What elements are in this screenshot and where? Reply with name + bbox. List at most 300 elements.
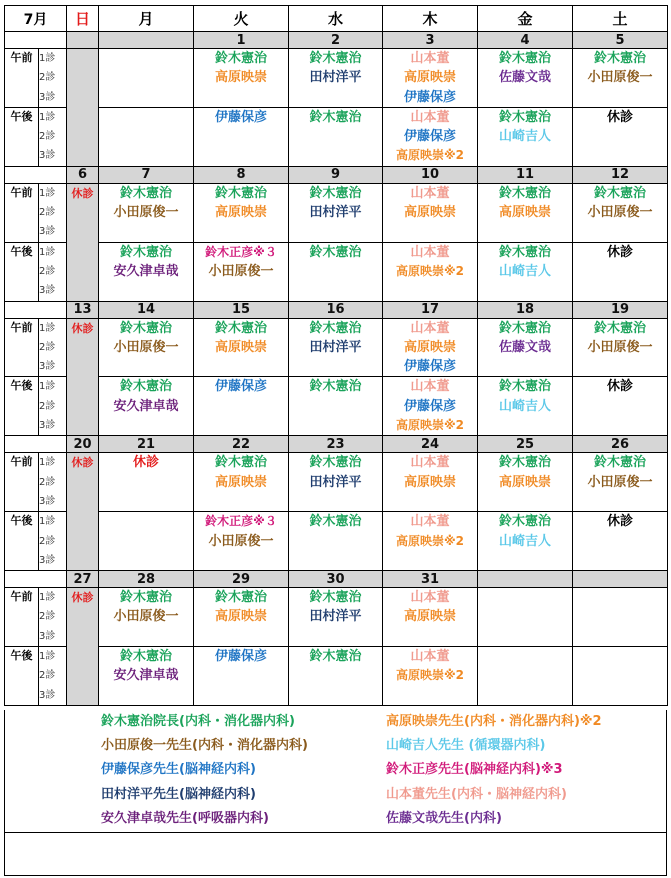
date-cell: 12 <box>573 166 668 183</box>
doctor-cell <box>478 647 573 706</box>
date-cell: 10 <box>383 166 478 183</box>
doctor-cell <box>573 588 668 647</box>
doctor-cell <box>289 107 383 166</box>
doctor-cell <box>99 512 194 571</box>
slot-label: 1診 <box>39 322 56 334</box>
date-cell: 26 <box>573 436 668 453</box>
doctor-name: 鈴木憲治 <box>309 649 362 665</box>
doctor-name: 鈴木憲治 <box>498 320 551 336</box>
doctor-cell <box>194 49 289 108</box>
doctor-name: 安久津卓哉 <box>113 668 179 684</box>
slot-label: 1診 <box>39 53 56 64</box>
pm-row <box>5 377 668 436</box>
doctor-cell <box>99 242 194 301</box>
date-cell: 20 <box>67 436 99 453</box>
legend-item: 小田原俊一先生(内科・消化器内科) <box>101 738 308 754</box>
doctor-name: 鈴木憲治 <box>498 379 551 395</box>
date-cell: 1 <box>194 32 289 49</box>
doctor-name: 山本董 <box>410 244 450 260</box>
doctor-name: 鈴木憲治 <box>593 455 646 471</box>
date-cell <box>573 571 668 588</box>
doctor-name: 高原映崇 <box>403 70 456 86</box>
doctor-cell <box>194 318 289 377</box>
doctor-cell <box>573 512 668 571</box>
doctor-name: 高原映崇 <box>214 70 267 86</box>
doctor-name: 田村洋平 <box>309 205 362 221</box>
date-cell: 16 <box>289 301 383 318</box>
doctor-name: 休診 <box>606 109 633 125</box>
doctor-name: 休診 <box>71 591 94 605</box>
slot-label: 3診 <box>39 91 56 103</box>
doctor-cell <box>67 588 99 647</box>
doctor-cell <box>194 512 289 571</box>
doctor-name: 鈴木憲治 <box>498 109 551 125</box>
doctor-cell <box>478 242 573 301</box>
doctor-name: 安久津卓哉 <box>113 263 179 279</box>
date-cell: 14 <box>99 301 194 318</box>
doctor-cell <box>289 377 383 436</box>
doctor-cell <box>99 107 194 166</box>
doctor-name: 安久津卓哉 <box>113 398 179 414</box>
doctor-legend <box>4 710 667 833</box>
doctor-name: 伊藤保彦 <box>403 398 456 414</box>
pm-row <box>5 242 668 301</box>
legend-right-column <box>386 710 602 831</box>
doctor-cell <box>383 49 478 108</box>
date-row <box>5 571 668 588</box>
slot-labels <box>39 512 67 571</box>
doctor-cell <box>67 49 99 108</box>
doctor-name: 高原映崇 <box>214 609 267 625</box>
doctor-name: 高原映崇 <box>403 339 456 355</box>
doctor-name: 鈴木憲治 <box>119 590 172 606</box>
date-cell <box>478 571 573 588</box>
slot-label: 1診 <box>39 111 56 123</box>
doctor-name: 高原映崇 <box>214 474 267 490</box>
doctor-name: 山本董 <box>410 590 450 606</box>
doctor-cell <box>383 453 478 512</box>
slot-label: 1診 <box>39 381 56 393</box>
date-row-spacer <box>5 571 67 588</box>
doctor-name: 田村洋平 <box>309 609 362 625</box>
doctor-name: 山本董 <box>410 320 450 336</box>
doctor-cell <box>383 318 478 377</box>
doctor-cell <box>478 107 573 166</box>
doctor-name: 高原映崇 <box>498 205 551 221</box>
doctor-name: 鈴木憲治 <box>498 244 551 260</box>
doctor-name: 鈴木憲治 <box>119 320 172 336</box>
doctor-cell <box>289 453 383 512</box>
slot-labels <box>39 318 67 377</box>
doctor-name: 伊藤保彦 <box>214 109 267 125</box>
doctor-cell <box>194 588 289 647</box>
doctor-cell <box>383 242 478 301</box>
doctor-name: 小田原俊一 <box>587 339 653 355</box>
doctor-name: 休診 <box>606 514 633 530</box>
date-cell: 31 <box>383 571 478 588</box>
doctor-name: 鈴木憲治 <box>309 379 362 395</box>
doctor-name: 山本董 <box>410 379 450 395</box>
legend-left-column <box>101 710 308 831</box>
date-row <box>5 166 668 183</box>
doctor-name: 鈴木憲治 <box>214 590 267 606</box>
doctor-cell <box>99 183 194 242</box>
am-session-label: 午前 <box>5 588 39 647</box>
legend-item: 鈴木憲治院長(内科・消化器内科) <box>101 714 295 729</box>
weekday-header-row <box>5 6 668 32</box>
slot-label: 1診 <box>39 246 56 258</box>
doctor-cell <box>99 647 194 706</box>
doctor-name: 山本董 <box>410 649 450 665</box>
doctor-cell <box>67 183 99 242</box>
slot-label: 1診 <box>39 651 56 663</box>
am-row <box>5 49 668 108</box>
date-row <box>5 436 668 453</box>
doctor-cell <box>383 183 478 242</box>
doctor-name: 鈴木憲治 <box>593 51 646 66</box>
slot-labels <box>39 377 67 436</box>
doctor-name: 鈴木憲治 <box>309 185 362 201</box>
doctor-name: 小田原俊一 <box>208 263 274 279</box>
doctor-name: 休診 <box>606 379 633 395</box>
am-session-label: 午前 <box>5 453 39 512</box>
doctor-name: 高原映崇 <box>403 609 456 625</box>
date-row-spacer <box>5 32 67 49</box>
doctor-name: 高原映崇※2 <box>395 668 465 683</box>
doctor-cell <box>194 453 289 512</box>
doctor-name: 田村洋平 <box>309 70 362 86</box>
slot-labels <box>39 453 67 512</box>
doctor-cell <box>289 49 383 108</box>
date-cell: 19 <box>573 301 668 318</box>
slot-label: 3診 <box>39 689 56 701</box>
slot-label: 3診 <box>39 554 56 566</box>
date-cell: 15 <box>194 301 289 318</box>
doctor-name: 鈴木憲治 <box>309 109 362 125</box>
weekday-wed: 水 <box>289 6 383 32</box>
doctor-name: 佐藤文哉 <box>498 339 551 355</box>
doctor-name: 鈴木正彦※３ <box>205 244 277 259</box>
doctor-name: 鈴木憲治 <box>593 185 646 201</box>
date-row-spacer <box>5 436 67 453</box>
doctor-name: 鈴木憲治 <box>309 244 362 260</box>
legend-item: 山崎吉人先生 (循環器内科) <box>386 738 546 754</box>
doctor-name: 伊藤保彦 <box>403 129 456 145</box>
legend-item: 高原映崇先生(内科・消化器内科)※2 <box>386 714 602 729</box>
doctor-name: 鈴木憲治 <box>119 379 172 395</box>
doctor-name: 伊藤保彦 <box>214 379 267 395</box>
doctor-cell <box>573 49 668 108</box>
legend-item: 佐藤文哉先生(内科) <box>386 810 502 826</box>
weekday-fri: 金 <box>478 6 573 32</box>
doctor-cell <box>289 183 383 242</box>
doctor-cell <box>383 647 478 706</box>
doctor-cell <box>478 453 573 512</box>
doctor-cell <box>383 588 478 647</box>
doctor-cell <box>67 512 99 571</box>
doctor-name: 鈴木憲治 <box>119 244 172 260</box>
am-row <box>5 318 668 377</box>
date-cell <box>99 32 194 49</box>
slot-labels <box>39 107 67 166</box>
doctor-name: 鈴木憲治 <box>498 455 551 471</box>
doctor-name: 山崎吉人 <box>498 129 551 145</box>
am-row <box>5 588 668 647</box>
date-cell: 2 <box>289 32 383 49</box>
doctor-cell <box>67 318 99 377</box>
weekday-sat: 土 <box>573 6 668 32</box>
slot-label: 3診 <box>39 285 56 297</box>
doctor-cell <box>383 512 478 571</box>
month-label: 7月 <box>5 6 67 32</box>
doctor-name: 佐藤文哉 <box>498 70 551 86</box>
doctor-name: 鈴木憲治 <box>214 51 267 66</box>
doctor-name: 休診 <box>71 321 94 335</box>
slot-label: 1診 <box>39 592 56 604</box>
notes-box <box>4 832 667 876</box>
date-cell: 23 <box>289 436 383 453</box>
doctor-name: 高原映崇※2 <box>395 148 465 163</box>
doctor-name: 鈴木憲治 <box>214 185 267 201</box>
date-row-spacer <box>5 301 67 318</box>
doctor-name: 鈴木憲治 <box>498 514 551 530</box>
doctor-cell <box>289 647 383 706</box>
doctor-name: 鈴木憲治 <box>498 51 551 66</box>
slot-label: 2診 <box>39 265 56 277</box>
doctor-cell <box>194 107 289 166</box>
doctor-name: 伊藤保彦 <box>214 649 267 665</box>
doctor-name: 鈴木憲治 <box>309 514 362 530</box>
slot-label: 2診 <box>39 131 56 143</box>
doctor-name: 休診 <box>606 244 633 260</box>
date-cell: 13 <box>67 301 99 318</box>
doctor-name: 鈴木憲治 <box>309 590 362 606</box>
weekday-thu: 木 <box>383 6 478 32</box>
date-cell: 17 <box>383 301 478 318</box>
doctor-name: 山本董 <box>410 109 450 125</box>
slot-label: 3診 <box>39 361 56 373</box>
date-cell: 21 <box>99 436 194 453</box>
doctor-name: 休診 <box>71 456 94 470</box>
doctor-name: 鈴木憲治 <box>214 320 267 336</box>
doctor-cell <box>478 183 573 242</box>
doctor-name: 伊藤保彦 <box>403 89 456 105</box>
doctor-name: 小田原俊一 <box>113 609 179 625</box>
doctor-cell <box>99 49 194 108</box>
slot-label: 2診 <box>39 400 56 412</box>
date-cell: 25 <box>478 436 573 453</box>
doctor-name: 高原映崇 <box>498 474 551 490</box>
date-row <box>5 301 668 318</box>
doctor-cell <box>99 377 194 436</box>
doctor-name: 鈴木憲治 <box>214 455 267 471</box>
doctor-cell <box>67 377 99 436</box>
weekday-mon: 月 <box>99 6 194 32</box>
doctor-cell <box>478 512 573 571</box>
doctor-cell <box>383 107 478 166</box>
doctor-name: 伊藤保彦 <box>403 359 456 375</box>
legend-item: 田村洋平先生(脳神経内科) <box>101 786 256 802</box>
doctor-cell <box>99 588 194 647</box>
doctor-cell <box>194 377 289 436</box>
doctor-cell <box>478 377 573 436</box>
date-cell: 7 <box>99 166 194 183</box>
date-row-spacer <box>5 166 67 183</box>
doctor-name: 高原映崇※2 <box>395 533 465 548</box>
pm-session-label: 午後 <box>5 377 39 436</box>
doctor-name: 山本董 <box>410 185 450 201</box>
doctor-name: 田村洋平 <box>309 474 362 490</box>
doctor-name: 鈴木憲治 <box>309 455 362 471</box>
doctor-name: 高原映崇 <box>214 339 267 355</box>
am-row <box>5 453 668 512</box>
doctor-cell <box>289 318 383 377</box>
pm-row <box>5 512 668 571</box>
date-cell: 18 <box>478 301 573 318</box>
doctor-name: 山本董 <box>410 455 450 471</box>
doctor-cell <box>573 318 668 377</box>
slot-labels <box>39 49 67 108</box>
doctor-name: 山崎吉人 <box>498 263 551 279</box>
date-cell: 27 <box>67 571 99 588</box>
doctor-name: 鈴木憲治 <box>309 320 362 336</box>
doctor-cell <box>478 318 573 377</box>
slot-label: 2診 <box>39 611 56 623</box>
doctor-cell <box>478 588 573 647</box>
doctor-name: 高原映崇 <box>214 205 267 221</box>
weekday-tue: 火 <box>194 6 289 32</box>
slot-label: 3診 <box>39 420 56 432</box>
doctor-name: 田村洋平 <box>309 339 362 355</box>
date-cell: 24 <box>383 436 478 453</box>
doctor-name: 小田原俊一 <box>113 339 179 355</box>
slot-labels <box>39 183 67 242</box>
slot-label: 1診 <box>39 187 56 199</box>
doctor-cell <box>383 377 478 436</box>
date-cell: 11 <box>478 166 573 183</box>
slot-label: 2診 <box>39 72 56 84</box>
am-row <box>5 183 668 242</box>
legend-item: 鈴木正彦先生(脳神経内科)※3 <box>386 762 563 778</box>
pm-row <box>5 107 668 166</box>
pm-session-label: 午後 <box>5 647 39 706</box>
doctor-cell <box>478 49 573 108</box>
doctor-cell <box>573 647 668 706</box>
doctor-cell <box>573 183 668 242</box>
doctor-cell <box>289 512 383 571</box>
weekday-sun: 日 <box>67 6 99 32</box>
slot-label: 1診 <box>39 516 56 528</box>
slot-label: 1診 <box>39 457 56 469</box>
slot-labels <box>39 242 67 301</box>
slot-label: 3診 <box>39 495 56 507</box>
doctor-name: 高原映崇 <box>403 205 456 221</box>
doctor-name: 山本董 <box>410 51 450 66</box>
doctor-name: 高原映崇※2 <box>395 418 465 433</box>
slot-label: 2診 <box>39 535 56 547</box>
doctor-cell <box>67 242 99 301</box>
date-cell <box>67 32 99 49</box>
pm-row <box>5 647 668 706</box>
pm-session-label: 午後 <box>5 512 39 571</box>
doctor-cell <box>289 588 383 647</box>
doctor-name: 高原映崇※2 <box>395 263 465 278</box>
doctor-name: 高原映崇 <box>403 474 456 490</box>
doctor-name: 山本董 <box>410 514 450 530</box>
doctor-cell <box>99 318 194 377</box>
doctor-name: 鈴木正彦※３ <box>205 514 277 529</box>
doctor-cell <box>573 242 668 301</box>
date-cell: 22 <box>194 436 289 453</box>
date-cell: 9 <box>289 166 383 183</box>
legend-item: 山本董先生(内科・脳神経内科) <box>386 786 567 802</box>
slot-label: 2診 <box>39 341 56 353</box>
doctor-cell <box>67 107 99 166</box>
slot-labels <box>39 588 67 647</box>
slot-label: 2診 <box>39 207 56 219</box>
doctor-cell <box>573 453 668 512</box>
doctor-cell <box>289 242 383 301</box>
doctor-cell <box>194 183 289 242</box>
date-cell: 28 <box>99 571 194 588</box>
doctor-name: 鈴木憲治 <box>119 185 172 201</box>
pm-session-label: 午後 <box>5 107 39 166</box>
date-cell: 8 <box>194 166 289 183</box>
am-session-label: 午前 <box>5 49 39 108</box>
am-session-label: 午前 <box>5 318 39 377</box>
doctor-cell <box>194 647 289 706</box>
date-row <box>5 32 668 49</box>
slot-labels <box>39 647 67 706</box>
legend-item: 伊藤保彦先生(脳神経内科) <box>101 762 256 778</box>
legend-item: 安久津卓哉先生(呼吸器内科) <box>101 810 269 826</box>
doctor-name: 山崎吉人 <box>498 533 551 549</box>
slot-label: 3診 <box>39 150 56 162</box>
slot-label: 2診 <box>39 670 56 682</box>
slot-label: 3診 <box>39 226 56 238</box>
doctor-name: 小田原俊一 <box>208 533 274 549</box>
doctor-cell <box>194 242 289 301</box>
doctor-name: 山崎吉人 <box>498 398 551 414</box>
slot-label: 2診 <box>39 476 56 488</box>
doctor-name: 鈴木憲治 <box>309 51 362 66</box>
date-cell: 3 <box>383 32 478 49</box>
date-cell: 4 <box>478 32 573 49</box>
doctor-name: 休診 <box>132 455 159 471</box>
doctor-name: 小田原俊一 <box>113 205 179 221</box>
pm-session-label: 午後 <box>5 242 39 301</box>
date-cell: 6 <box>67 166 99 183</box>
doctor-cell <box>573 107 668 166</box>
doctor-name: 小田原俊一 <box>587 474 653 490</box>
doctor-cell <box>67 453 99 512</box>
date-cell: 29 <box>194 571 289 588</box>
doctor-name: 鈴木憲治 <box>119 649 172 665</box>
date-cell: 5 <box>573 32 668 49</box>
doctor-name: 鈴木憲治 <box>498 185 551 201</box>
doctor-name: 鈴木憲治 <box>593 320 646 336</box>
doctor-name: 小田原俊一 <box>587 70 653 86</box>
slot-label: 3診 <box>39 630 56 642</box>
doctor-cell <box>573 377 668 436</box>
date-cell: 30 <box>289 571 383 588</box>
doctor-name: 休診 <box>71 186 94 200</box>
doctor-cell <box>67 647 99 706</box>
doctor-cell <box>99 453 194 512</box>
doctor-name: 小田原俊一 <box>587 205 653 221</box>
schedule-calendar <box>4 5 668 706</box>
am-session-label: 午前 <box>5 183 39 242</box>
